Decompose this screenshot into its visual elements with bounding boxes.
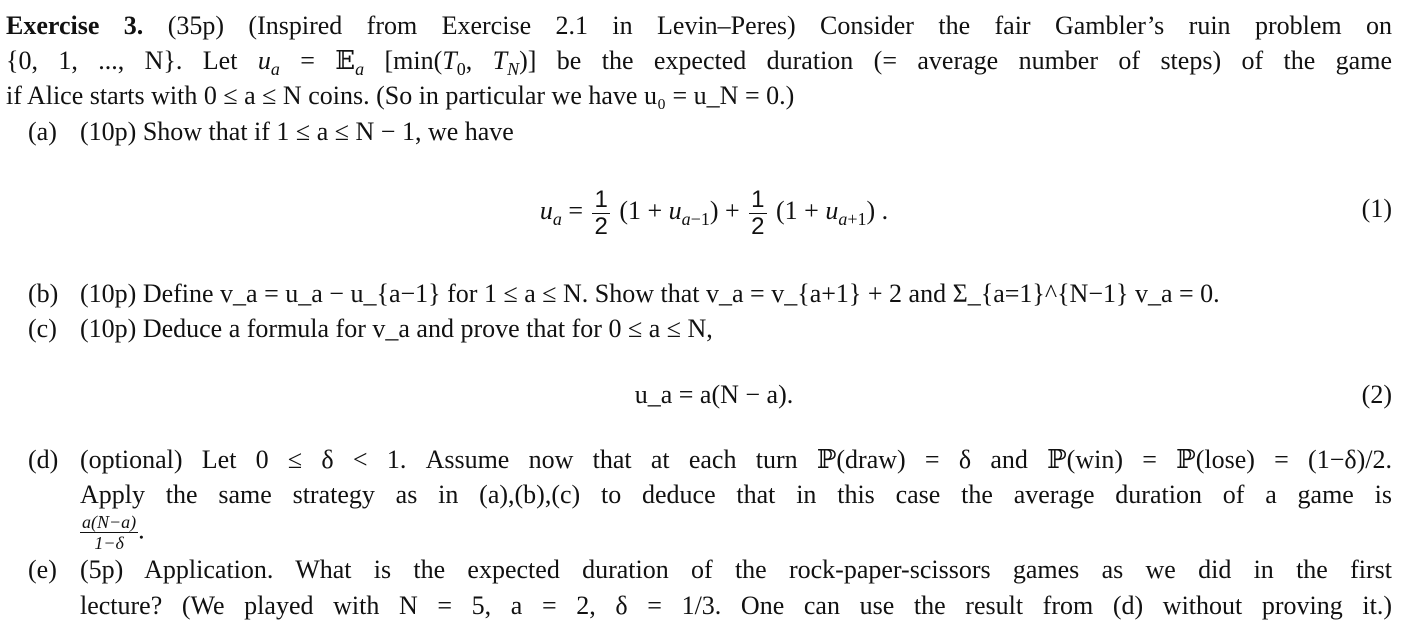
part-b-label: (b): [28, 279, 59, 308]
result-fraction-numerator: a(N−a): [82, 512, 137, 532]
exercise-intro-text: (35p) (Inspired from Exercise 2.1 in Levin–Peres) Consider the fair Gambler’s ruin problem on: [167, 11, 1392, 40]
part-c-text: (10p) Deduce a formula for v_a and prove that for 0 ≤ a ≤ N,: [80, 314, 713, 343]
state-space-set: {0, 1, ..., N}.: [6, 46, 183, 75]
intro-boundary-text: if Alice starts with 0 ≤ a ≤ N coins. (So in particular we have u₀ = u_N = 0.): [6, 81, 795, 110]
intro-line-3: [6, 79, 1392, 113]
part-d-line-1: (optional) Let 0 ≤ δ < 1. Assume now that at each turn ℙ(draw) = δ and ℙ(win) = ℙ(lose) = (1−δ)/2.: [80, 445, 1392, 474]
part-e-line-2: lecture? (We played with N = 5, a = 2, δ = 1/3. One can use the result from (d) without proving it.): [80, 591, 1392, 620]
equation-1-number: (1): [1361, 194, 1392, 223]
part-d-result-fraction: $\frac{a(N-a)}{1-\delta}$ .: [82, 512, 145, 553]
part-c-label: (c): [28, 314, 57, 343]
result-fraction-denominator: 1−δ: [94, 533, 124, 553]
part-a-text: (10p) Show that if 1 ≤ a ≤ N − 1, we have: [80, 117, 514, 146]
half-fraction-1: $\frac{1}{2}$: [594, 185, 608, 240]
equation-2: u_a = a(N − a).: [634, 380, 794, 409]
exercise-heading: Exercise 3.: [6, 11, 144, 40]
part-b-text: (10p) Define v_a = u_a − u_{a−1} for 1 ≤ a ≤ N. Show that v_a = v_{a+1} + 2 and Σ_{a=1}^{N−1} v_a = 0.: [80, 279, 1220, 308]
part-d-label: (d): [28, 445, 59, 474]
part-e-line-1: (5p) Application. What is the expected duration of the rock-paper-scissors games as we did in the first: [80, 555, 1392, 584]
intro-line-2: {0, 1, ..., N}. Let $u_a$ = 𝔼$_a$ [$\min(T_0$, $T_N$)] be the expected duration (= average number of steps) of the game: [6, 46, 1392, 79]
equation-2-number: (2): [1361, 380, 1392, 409]
equation-1: $u_a$ = $\frac{1}{2}$ $(1 + u_{a-1})$ + $\frac{1}{2}$ $(1 + u_{a+1})$ .: [539, 185, 889, 240]
part-e-label: (e): [28, 555, 57, 584]
part-a-label: (a): [28, 117, 57, 146]
intro-line-1: [6, 9, 1392, 43]
half-fraction-2: $\frac{1}{2}$: [751, 185, 765, 240]
expected-duration-definition: be the expected duration (= average number of steps) of the game: [556, 46, 1392, 75]
part-d-line-2: Apply the same strategy as in (a),(b),(c) to deduce that in this case the average duration of a game is: [80, 480, 1392, 509]
